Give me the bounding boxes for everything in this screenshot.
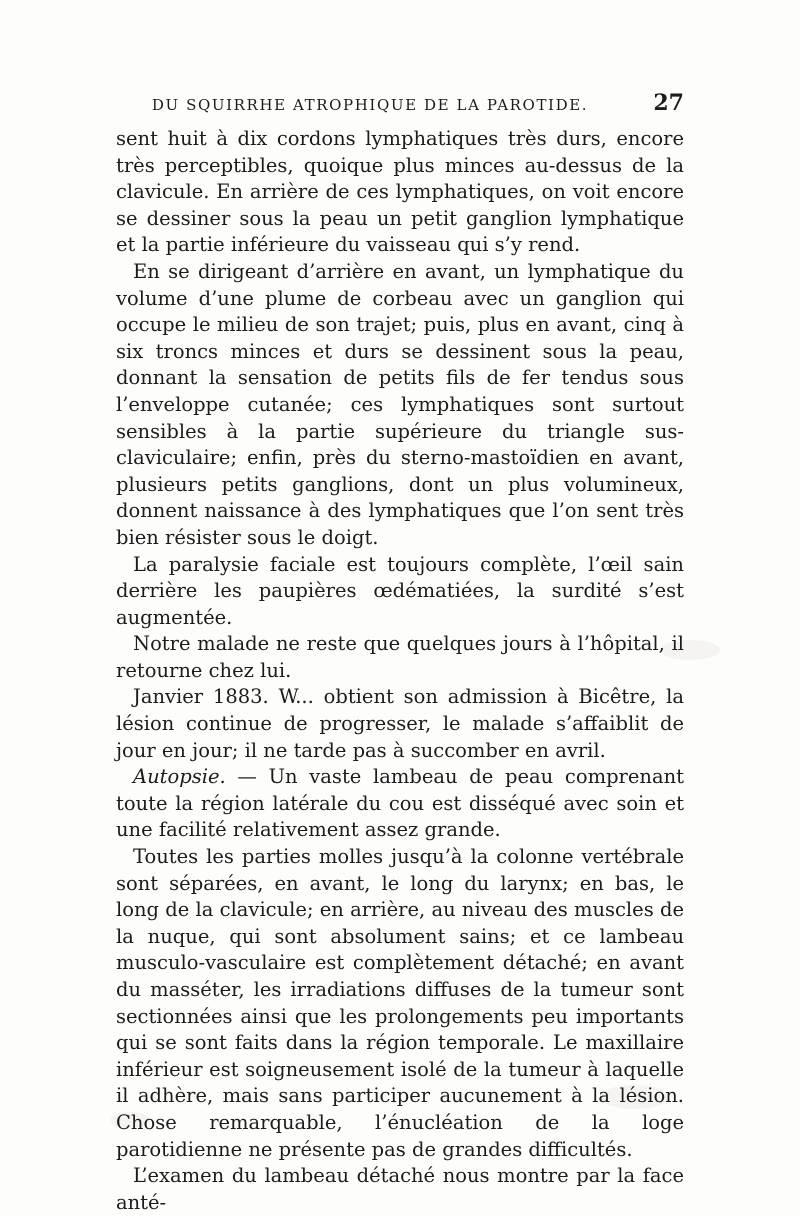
paragraph-dissection: Toutes les parties molles jusqu’à la colonne vertébrale sont séparées, en avant, le long du larynx; en bas, le long de la clavicule; en arrière, au niveau des muscles de la nuque, qui sont absolument sains; et ce lambeau musculo-vasculaire est complètement détaché; en avant du masséter, les irradiations diffuses de la tumeur sont sectionnées ainsi que les prolongements peu importants qui se sont faits dans la région temporale. Le maxillaire inférieur est soigneusement isolé de la tumeur à laquelle il adhère, mais sans participer aucunement à la lésion. Chose remarquable, l’énucléation de la loge parotidienne ne présente pas de grandes difficultés. bbox=[116, 845, 684, 1161]
paragraph-lymphatics: En se dirigeant d’arrière en avant, un lymphatique du volume d’une plume de corbeau avec un ganglion qui occupe le milieu de son trajet; puis, plus en avant, cinq à six troncs minces et durs se dessinent sous la peau, donnant la sensation de petits fils de fer tendus sous l’enveloppe cutanée; ces lymphatiques sont surtout sensibles à la partie supérieure du triangle sus-claviculaire; enfin, près du sterno-mastoïdien en avant, plusieurs petits ganglions, dont un plus volumineux, donnent naissance à des lymphatiques que l’on sent très bien résister sous le doigt. bbox=[116, 259, 684, 549]
paragraph-continuation: sent huit à dix cordons lymphatiques très durs, encore très perceptibles, quoique plus minces au-dessus de la clavicule. En arrière de ces lymphatiques, on voit encore se dessiner sous la peau un petit ganglion lymphatique et la partie inférieure du vaisseau qui s’y rend. bbox=[116, 127, 684, 257]
body-text bbox=[116, 126, 684, 1216]
page-number: 27 bbox=[653, 90, 684, 116]
autopsy-text: — Un vaste lambeau de peau comprenant toute la région latérale du cou est disséqué avec soin et une facilité relativement assez grande. bbox=[116, 765, 684, 842]
paragraph-january-1883: Janvier 1883. W... obtient son admission à Bicêtre, la lésion continue de progresser, le malade s’affaiblit de jour en jour; il ne tarde pas à succomber en avril. bbox=[116, 685, 684, 762]
page-header bbox=[116, 90, 684, 123]
autopsy-heading: Autopsie. bbox=[133, 765, 226, 789]
paragraph-examination: L’examen du lambeau détaché nous montre par la face anté- bbox=[116, 1164, 684, 1214]
paragraph-autopsy bbox=[116, 764, 684, 844]
paragraph-hospital: Notre malade ne reste que quelques jours à l’hôpital, il retourne chez lui. bbox=[116, 632, 684, 682]
running-title: DU SQUIRRHE ATROPHIQUE DE LA PAROTIDE. bbox=[151, 96, 589, 114]
paragraph-paralysis: La paralysie faciale est toujours complète, l’œil sain derrière les paupières œdématiées, la surdité s’est augmentée. bbox=[116, 552, 684, 629]
